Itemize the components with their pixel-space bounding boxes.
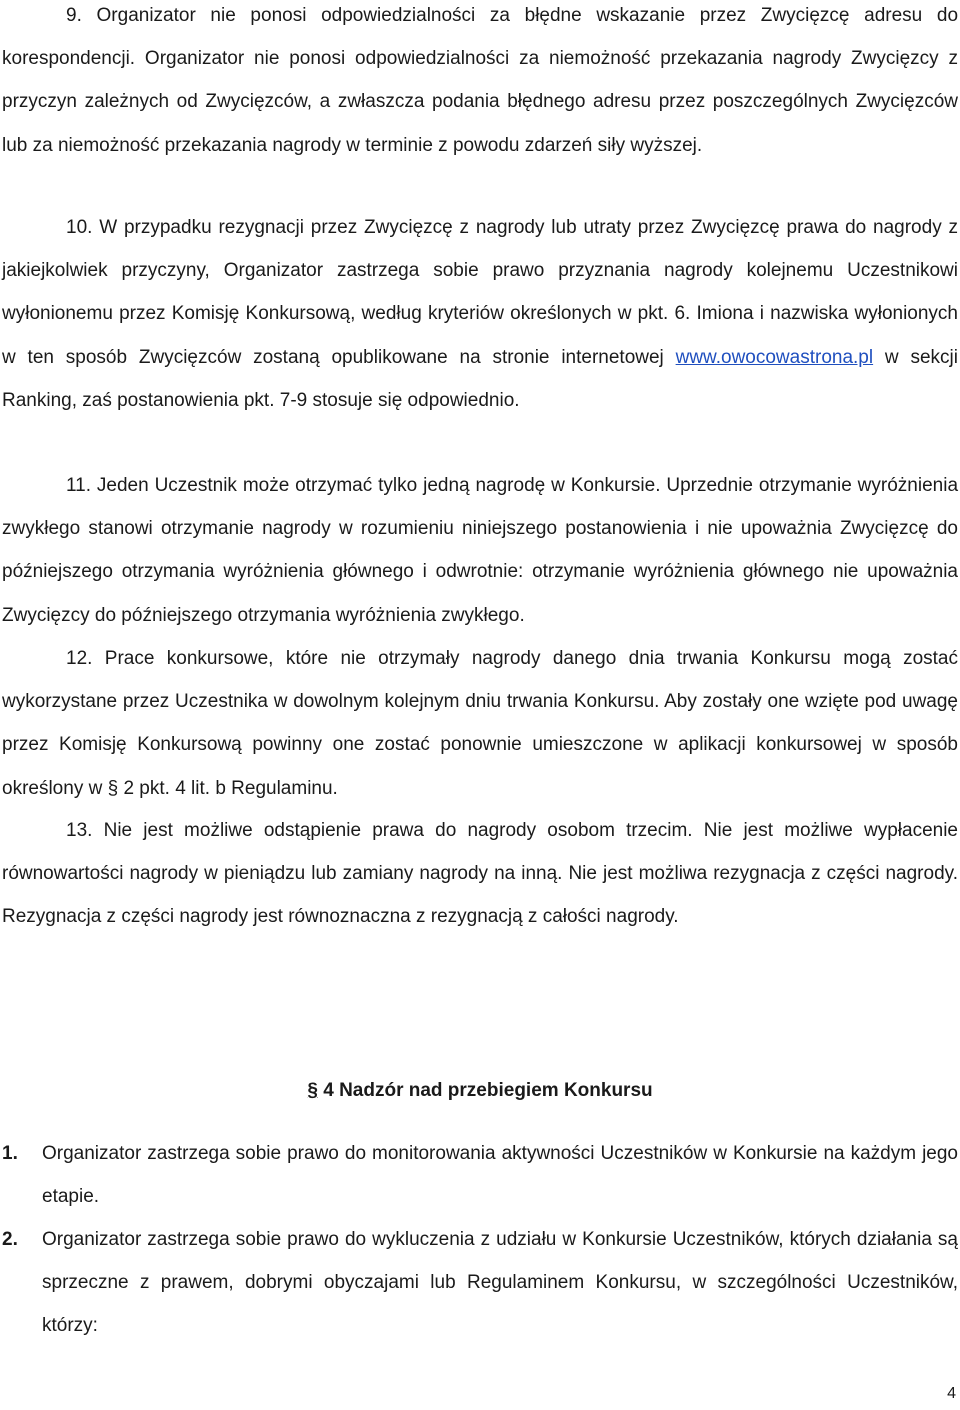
list-item-number: 2. — [2, 1229, 18, 1250]
paragraph-12 — [2, 637, 958, 810]
paragraph-text: Prace konkursowe, które nie otrzymały nagrody danego dnia trwania Konkursu mogą zostać wykorzystane przez Uczestnika w dowolnym kolejnym dniu trwania Konkursu. Aby zostały one wzięte pod uwagę przez Komisję Konkursową powinny one zostać ponownie umieszczone w aplikacji konkursowej w sposób określony w § 2 pkt. 4 lit. b Regulaminu. — [2, 648, 959, 799]
paragraph-number: 9. — [66, 5, 82, 26]
paragraph-number: 12. — [66, 648, 93, 669]
paragraph-9 — [2, 0, 958, 167]
paragraph-text: Nie jest możliwe odstąpienie prawa do nagrody osobom trzecim. Nie jest możliwe wypłacenie równowartości nagrody w pieniądzu lub zamiany nagrody na inną. Nie jest możliwa rezygnacja z części nagrody. Rezygnacja z części nagrody jest równoznaczna z rezygnacją z całości nagrody. — [2, 820, 959, 928]
page-number: 4 — [947, 1385, 956, 1402]
paragraph-text: W przypadku rezygnacji przez Zwycięzcę z nagrody lub utraty przez Zwycięzcę prawa do nagrody z jakiejkolwiek przyczyny, Organizator zastrzega sobie prawo przyznania nagrody kolejnemu Uczestnikowi wyłonionemu przez Komisję Konkursową, według kryteriów określonych w pkt. 6. Imiona i nazwiska wyłonionych w ten sposób Zwycięzców zostaną opublikowane na stronie internetowej — [2, 217, 958, 368]
paragraph-number: 13. — [66, 820, 93, 841]
section-heading — [0, 1073, 960, 1109]
section-symbol: § — [307, 1080, 318, 1101]
paragraph-11 — [2, 464, 958, 637]
paragraph-text-continued: w sekcji Ranking, zaś postanowienia pkt. 7-9 stosuje się odpowiednio. — [2, 346, 958, 411]
paragraph-number: 11. — [66, 475, 92, 496]
list-item — [2, 1132, 958, 1218]
paragraph-number: 10. — [66, 217, 93, 238]
paragraph-10 — [2, 206, 958, 422]
paragraph-text: Organizator nie ponosi odpowiedzialności za błędne wskazanie przez Zwycięzcę adresu do korespondencji. Organizator nie ponosi odpowiedzialności za niemożność przekazania nagrody Zwycięzcy z przyczyn zależnych od Zwycięzców, a zwłaszcza podania błędnego adresu przez poszczególnych Zwycięzców lub za niemożność przekazania nagrody w terminie z powodu zdarzeń siły wyższej. — [2, 5, 959, 156]
paragraph-13 — [2, 809, 958, 939]
list-item-text: Organizator zastrzega sobie prawo do wykluczenia z udziału w Konkursie Uczestników, których działania są sprzeczne z prawem, dobrymi obyczajami lub Regulaminem Konkursu, w szczególności Uczestników, którzy: — [42, 1229, 958, 1337]
website-link[interactable]: www.owocowastrona.pl — [675, 346, 874, 368]
list-item-number: 1. — [2, 1143, 18, 1164]
paragraph-text: Jeden Uczestnik może otrzymać tylko jedną nagrodę w Konkursie. Uprzednie otrzymanie wyróżnienia zwykłego stanowi otrzymanie nagrody w rozumieniu niniejszego postanowienia i nie upoważnia Zwycięzcę do późniejszego otrzymania wyróżnienia głównego i odwrotnie: otrzymanie wyróżnienia głównego nie upoważnia Zwycięzcy do późniejszego otrzymania wyróżnienia zwykłego. — [2, 475, 959, 626]
list-item — [2, 1218, 958, 1348]
list-item-text: Organizator zastrzega sobie prawo do monitorowania aktywności Uczestników w Konkursie na każdym jego etapie. — [42, 1143, 958, 1208]
section-title: 4 Nadzór nad przebiegiem Konkursu — [323, 1080, 653, 1101]
